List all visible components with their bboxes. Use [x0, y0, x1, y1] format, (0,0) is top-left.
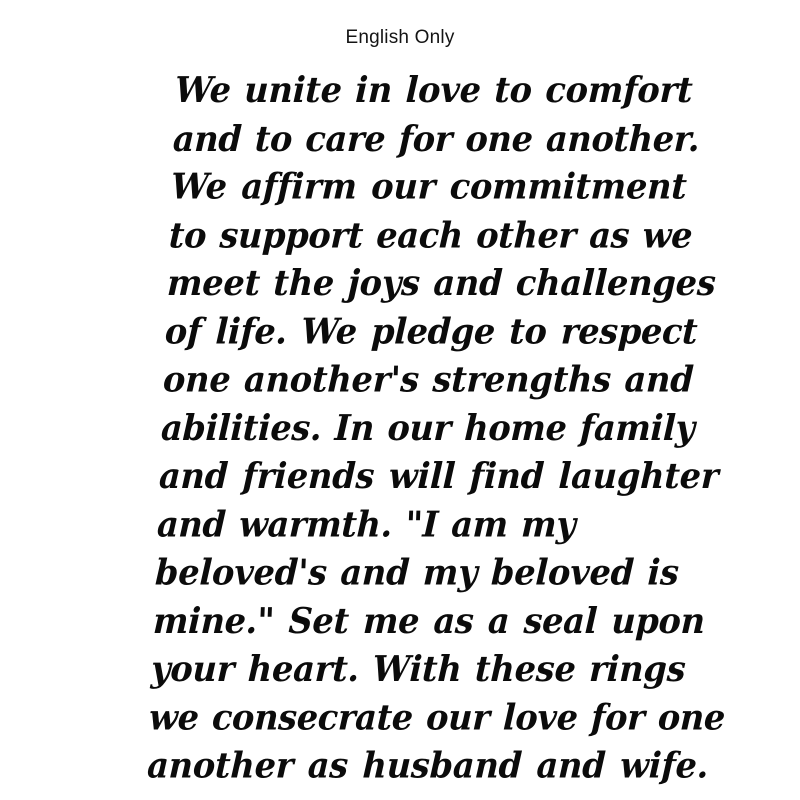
vow-text	[146, 66, 726, 789]
vow-line: mine." Set me as a seal upon	[152, 599, 706, 642]
calligraphy-artwork	[146, 66, 726, 786]
vow-line: we consecrate our love for one	[148, 696, 726, 738]
vow-line: abilities. In our home family	[160, 406, 696, 449]
vow-line: one another's strengths and	[162, 358, 695, 400]
page-title: English Only	[345, 27, 455, 48]
vow-line: and friends will find laughter	[158, 455, 720, 497]
vow-line: of life. We pledge to respect	[164, 310, 699, 352]
vow-line: another as husband and wife.	[146, 744, 710, 786]
vow-line: We unite in love to comfort	[174, 69, 694, 111]
vow-line: to support each other as we	[168, 213, 694, 256]
vow-line: beloved's and my beloved is	[154, 551, 680, 593]
vow-line: and warmth. "I am my	[156, 503, 577, 545]
vow-line: and to care for one another.	[172, 117, 701, 159]
vow-line: meet the joys and challenges	[166, 262, 717, 304]
vow-line: your heart. With these rings	[150, 647, 687, 690]
vow-line: We affirm our commitment	[170, 165, 688, 207]
